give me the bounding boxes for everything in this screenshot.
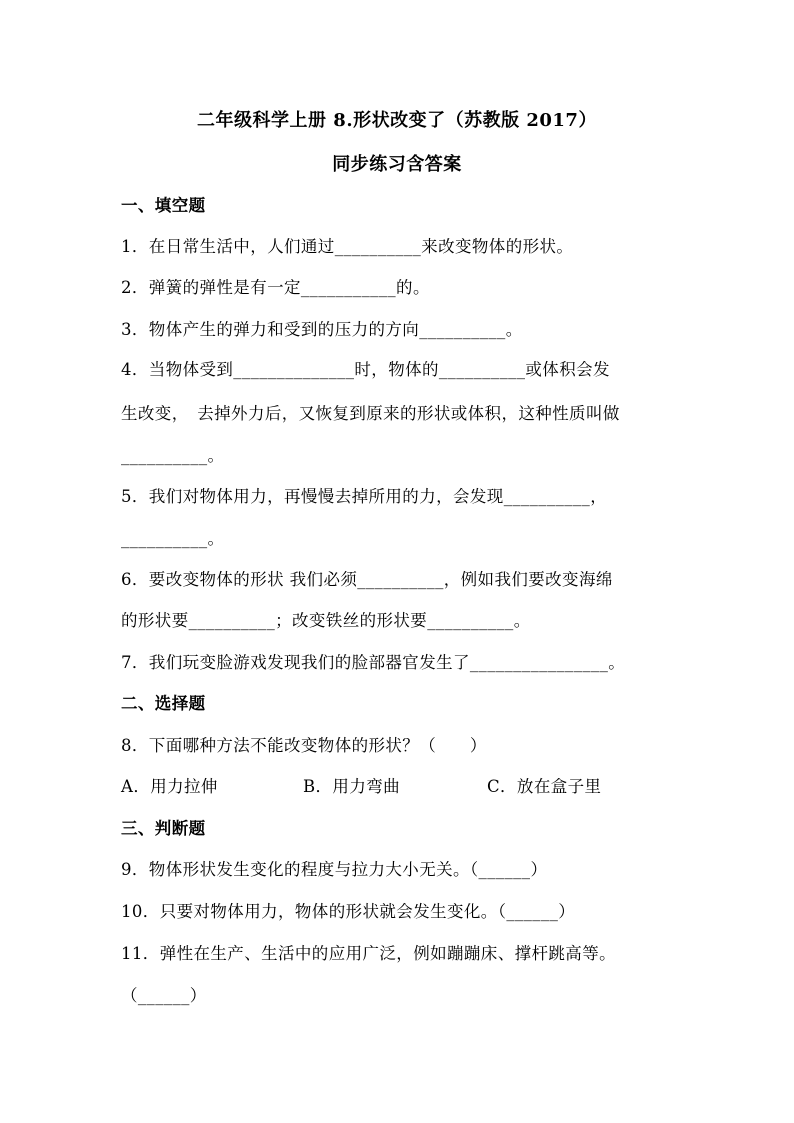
question-11-line-2: （______） — [121, 986, 207, 1005]
question-10: 10．只要对物体用力，物体的形状就会发生变化。（______） — [121, 902, 576, 921]
question-7: 7．我们玩变脸游戏发现我们的脸部器官发生了________________。 — [121, 653, 626, 672]
option-c: C．放在盒子里 — [487, 777, 602, 796]
document-subtitle: 同步练习含答案 — [332, 154, 462, 175]
question-11-line-1: 11．弹性在生产、生活中的应用广泛，例如蹦蹦床、撑杆跳高等。 — [121, 944, 616, 963]
section-heading-fill-blank: 一、填空题 — [121, 196, 206, 215]
question-4-line-3: __________。 — [121, 446, 225, 465]
question-6-line-1: 6．要改变物体的形状 我们必须__________，例如我们要改变海绵 — [121, 570, 613, 589]
question-4-line-2: 生改变， 去掉外力后，又恢复到原来的形状或体积，这种性质叫做 — [121, 404, 620, 423]
question-8-options — [121, 773, 681, 797]
question-1: 1．在日常生活中，人们通过__________来改变物体的形状。 — [121, 237, 574, 256]
question-6-line-2: 的形状要__________；改变铁丝的形状要__________。 — [121, 611, 531, 630]
question-5-line-1: 5．我们对物体用力，再慢慢去掉所用的力，会发现__________， — [121, 487, 608, 506]
question-4-line-1: 4．当物体受到______________时，物体的__________或体积会发 — [121, 360, 610, 379]
question-2: 2．弹簧的弹性是有一定___________的。 — [121, 278, 430, 297]
section-heading-true-false: 三、判断题 — [121, 819, 206, 838]
question-9: 9．物体形状发生变化的程度与拉力大小无关。（______） — [121, 860, 548, 879]
section-heading-multiple-choice: 二、选择题 — [121, 694, 206, 713]
option-a: A．用力拉伸 — [121, 777, 218, 796]
question-8: 8．下面哪种方法不能改变物体的形状？（ ） — [121, 736, 487, 755]
option-b: B．用力弯曲 — [303, 777, 401, 796]
document-title: 二年级科学上册 8.形状改变了（苏教版 2017） — [197, 110, 597, 131]
question-3: 3．物体产生的弹力和受到的压力的方向__________。 — [121, 320, 523, 339]
question-5-line-2: __________。 — [121, 529, 225, 548]
